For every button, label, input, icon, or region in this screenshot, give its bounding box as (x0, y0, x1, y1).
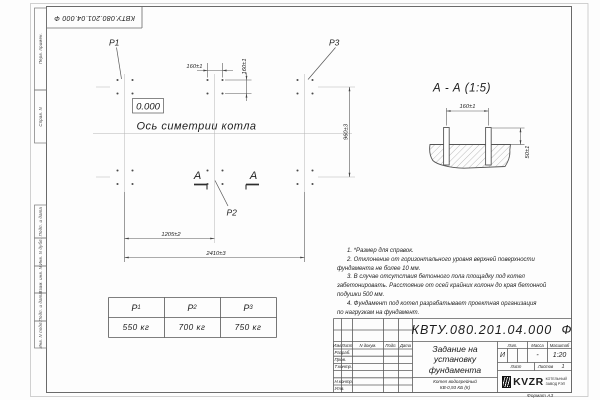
margin-label: Подп. и дата (37, 292, 43, 322)
note-line: по нагрузкам на фундамент. (337, 309, 420, 316)
note-line: 1. *Размер для справок. (347, 248, 414, 254)
note-line: забетонировать. Расстояние от осей крайних колонн до края бетонной (337, 283, 547, 290)
section-letter-left: А (193, 170, 202, 182)
document-designation: КВТУ.080.201.04.000 Ф (411, 323, 573, 337)
dim-2410: 2410±3 (206, 251, 226, 257)
section-view (430, 83, 531, 169)
mass-header: Масса (531, 342, 544, 348)
elevation-value: 0.000 (136, 101, 160, 113)
row-nkontr: Н.контр. (334, 378, 354, 384)
col-header-ndokum: N докум. (359, 342, 377, 348)
margin-col-inv-dubl (34, 238, 46, 266)
company-logo-text: KVZR (513, 375, 544, 388)
company-name-line: КОТЕЛЬНЫЙ (545, 377, 567, 382)
sheets-label: Листов (537, 364, 554, 369)
note-line: подушки 500 мм. (337, 291, 385, 298)
concrete-foundation (430, 145, 511, 169)
notes-block (337, 247, 573, 317)
margin-col-inv-podl (34, 321, 46, 348)
dim-1205: 1205±2 (161, 232, 181, 238)
margin-col-vzam-inv (34, 266, 46, 293)
margin-col-sprav-n (34, 90, 46, 143)
load-table-header-p1 (108, 298, 164, 317)
section-view-title: А - А (1:5) (433, 82, 491, 95)
row-prov: Пров. (334, 357, 347, 363)
scale-value: 1:20 (552, 352, 567, 359)
mass-value: - (536, 352, 539, 359)
margin-label: Справ. N (37, 106, 43, 127)
company-name (546, 377, 567, 385)
p-symbol: P (243, 302, 250, 313)
note-line: 2. Отклонение от горизонтального уровня верхней поверхности (347, 256, 535, 263)
anchor-bolt-left (444, 128, 450, 166)
company-logo-icon (502, 376, 511, 388)
section-dim-160: 160±1 (459, 104, 476, 110)
top-stamp-text: КВТУ.080.201.04.000 Ф (53, 13, 135, 21)
document-title (413, 342, 497, 377)
document-title-line: установку (433, 354, 477, 365)
col-header-podp: Подп. (385, 342, 397, 348)
sheet-label: Лист (510, 364, 522, 369)
margin-label: Подп. и дата (37, 206, 43, 237)
document-title-line: Задание на (432, 343, 478, 354)
lit-header: Лит. (507, 342, 518, 348)
section-dim-50: 50±1 (524, 145, 531, 159)
p-subscript: 1 (137, 304, 141, 311)
document-title-line: фундамента (428, 364, 482, 375)
row-tkontr: Т.контр. (334, 364, 353, 370)
lit-value: И (499, 352, 505, 359)
scale-header: Масштаб (549, 342, 570, 348)
row-utv: Утв. (334, 386, 345, 391)
format-label: Формат А3 (526, 394, 554, 399)
margin-label: Инв. N подл. (37, 320, 43, 349)
note-line: фундамента не более 10 мм. (337, 265, 421, 272)
col-header-data: Дата (399, 342, 412, 348)
p-symbol: P (187, 302, 194, 313)
plan-view (93, 38, 355, 263)
section-cut-marks (194, 185, 259, 190)
col-header-list: Лист (341, 342, 353, 348)
load-table-header-p2 (164, 298, 220, 317)
load-point-label-p1: P1 (109, 37, 120, 48)
axis-of-symmetry-label: Ось симетрии котла (136, 120, 257, 133)
note-line: 3. В случае отсутствия бетонного пола площадку под котел (347, 274, 525, 281)
product-name (413, 378, 497, 393)
product-name-line: КВ-0,93 КБ (К) (439, 385, 471, 390)
load-value-p1: 550 кг (122, 322, 150, 332)
load-value-p2: 700 кг (178, 322, 206, 332)
margin-col-podp-data-2 (34, 293, 46, 321)
top-stamp (46, 6, 142, 28)
company-name-line: ЗАВОД РЭП (545, 381, 566, 386)
product-name-line: Котел водогрейный (433, 379, 477, 385)
col-header-izm: Изм. (333, 342, 342, 348)
p-subscript: 3 (249, 304, 253, 311)
margin-label: Перв. примен. (37, 33, 43, 65)
p-subscript: 2 (193, 304, 197, 311)
dim-160-top: 160±1 (186, 64, 203, 70)
sheets-value: 1 (561, 363, 565, 370)
anchor-bolt-right (486, 128, 492, 166)
load-point-label-p2: P2 (226, 207, 237, 218)
p-symbol: P (131, 302, 138, 313)
dim-160-side: 160±1 (241, 58, 248, 75)
margin-label: Взам. инв. N (37, 265, 43, 294)
row-razrab: Разраб. (334, 350, 351, 355)
load-table-header-p3 (220, 298, 276, 317)
margin-col-podp-data-1 (34, 205, 46, 238)
load-value-p3: 750 кг (234, 322, 262, 332)
dim-960: 960±3 (343, 123, 350, 141)
load-point-label-p3: P3 (329, 37, 340, 48)
section-letter-right: А (249, 170, 258, 182)
company-cell (498, 371, 571, 392)
margin-label: Инв. N дубл. (37, 238, 43, 266)
note-line: 4. Фундамент под котел разрабатывает проектная организация (347, 300, 537, 307)
margin-col-perv-primen (34, 8, 46, 90)
